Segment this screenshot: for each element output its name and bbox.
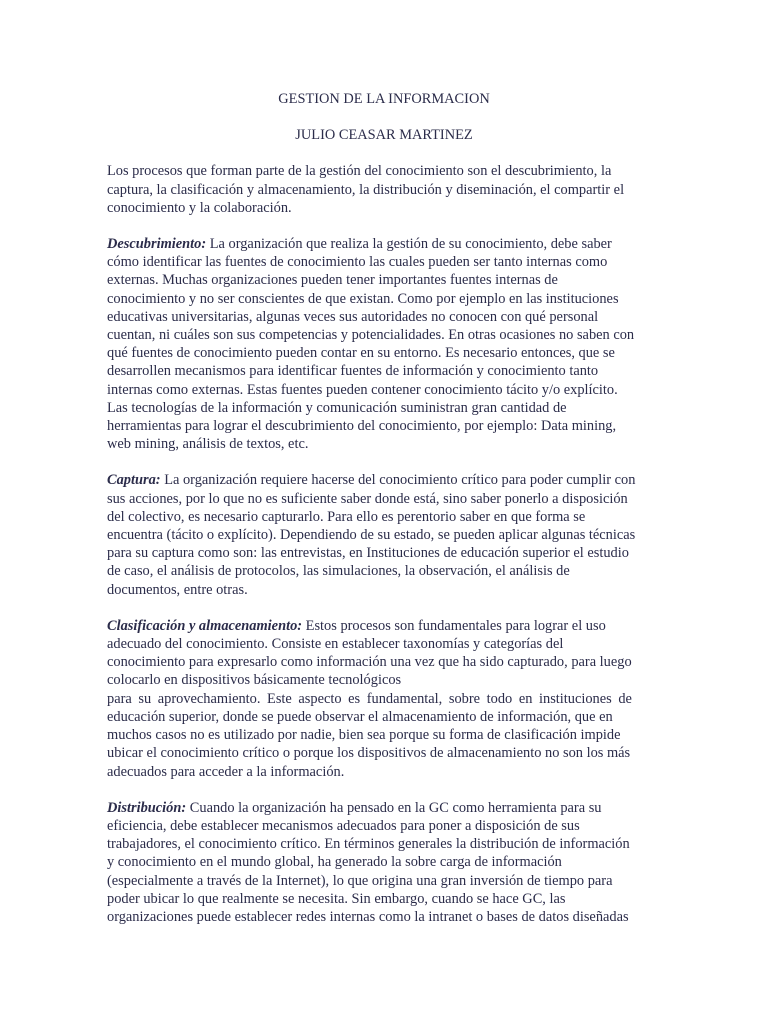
intro-paragraph — [107, 162, 667, 217]
section-line: conocimiento y no ser conscientes de que existan. Como por ejemplo en las instituciones — [107, 290, 619, 307]
section-line: y conocimiento en el mundo global, ha generado la sobre carga de información — [107, 854, 562, 871]
section-line: organizaciones puede establecer redes internas como la intranet o bases de datos diseñadas — [107, 908, 629, 925]
section-line: encuentra (tácito o explícito). Dependiendo de su estado, se pueden aplicar algunas técnicas — [107, 527, 636, 544]
section-line: de caso, el análisis de protocolos, las simulaciones, la observación, el análisis de — [107, 563, 570, 580]
section-line: adecuados para acceder a la información. — [107, 763, 345, 780]
section-first-line — [107, 799, 667, 817]
section-line: qué fuentes de conocimiento pueden contar en su entorno. Es necesario entonces, que se — [107, 345, 615, 362]
section-line: conocimiento para expresarlo como información una vez que ha sido capturado, para luego — [107, 654, 632, 671]
intro-line: conocimiento y la colaboración. — [107, 199, 292, 216]
section-text: Estos procesos son fundamentales para lograr el uso — [302, 617, 606, 634]
section-line: educación superior, donde se puede observar el almacenamiento de información, que en — [107, 708, 613, 725]
section-line: documentos, entre otras. — [107, 581, 248, 598]
section-line: web mining, análisis de textos, etc. — [107, 436, 309, 453]
intro-line: Los procesos que forman parte de la gestión del conocimiento son el descubrimiento, la — [107, 163, 612, 180]
section-line: desarrollen mecanismos para identificar fuentes de información y conocimiento tanto — [107, 363, 599, 380]
section-line: muchos casos no es utilizado por nadie, bien sea porque su forma de clasificación impide — [107, 727, 621, 744]
document-author: JULIO CEASAR MARTINEZ — [295, 127, 473, 144]
section-text: Cuando la organización ha pensado en la GC como herramienta para su — [186, 799, 602, 816]
section-line: externas. Muchas organizaciones pueden tener importantes fuentes internas de — [107, 272, 558, 289]
document-title: GESTION DE LA INFORMACION — [278, 91, 490, 107]
section-line: Las tecnologías de la información y comunicación suministran gran cantidad de — [107, 399, 567, 416]
section-descubrimiento — [107, 235, 667, 453]
section-line: internas como externas. Estas fuentes pueden contener conocimiento tácito y/o explícito. — [107, 381, 618, 398]
section-line: herramientas para lograr el descubrimiento del conocimiento, por ejemplo: Data mining, — [107, 418, 617, 435]
section-first-line — [107, 471, 667, 489]
section-heading: Clasificación y almacenamiento: — [107, 617, 303, 634]
section-line: cómo identificar las fuentes de conocimiento las cuales pueden ser tanto internas como — [107, 254, 608, 271]
section-line: para su aprovechamiento. Este aspecto es fundamental, sobre todo en instituciones de — [107, 690, 632, 707]
section-line: educativas universitarias, algunas veces sus autoridades no conocen con qué personal — [107, 308, 599, 325]
section-line: poder ubicar lo que realmente se necesita. Sin embargo, cuando se hace GC, las — [107, 890, 566, 907]
section-line: adecuado del conocimiento. Consiste en establecer taxonomías y categorías del — [107, 636, 564, 653]
section-line: del colectivo, es necesario capturarlo. Para ello es perentorio saber en que forma se — [107, 508, 586, 525]
section-heading: Descubrimiento: — [107, 236, 207, 253]
section-captura — [107, 471, 667, 598]
section-line: para su captura como son: las entrevistas, en Instituciones de educación superior el estudio — [107, 545, 629, 562]
section-heading: Captura: — [107, 472, 161, 489]
section-line: eficiencia, debe establecer mecanismos adecuados para poner a disposición de sus — [107, 817, 580, 834]
section-line: cuentan, ni cuáles son sus competencias y potencialidades. En otras ocasiones no saben con — [107, 327, 635, 344]
section-first-line — [107, 617, 667, 635]
intro-line: captura, la clasificación y almacenamiento, la distribución y diseminación, el compartir el — [107, 181, 625, 198]
section-clasificacion — [107, 617, 667, 781]
section-distribucion — [107, 799, 667, 926]
section-first-line — [107, 235, 667, 253]
section-line: colocarlo en dispositivos básicamente tecnológicos — [107, 672, 402, 689]
section-heading: Distribución: — [107, 799, 187, 816]
section-text: La organización que realiza la gestión de su conocimiento, debe saber — [206, 236, 612, 253]
section-line: trabajadores, el conocimiento crítico. En términos generales la distribución de información — [107, 836, 630, 853]
section-line: (especialmente a través de la Internet), lo que origina una gran inversión de tiempo para — [107, 872, 613, 889]
section-text: La organización requiere hacerse del conocimiento crítico para poder cumplir con — [160, 472, 636, 489]
section-line: sus acciones, por lo que no es suficiente saber donde está, sino saber ponerlo a disposición — [107, 490, 628, 507]
section-line: ubicar el conocimiento crítico o porque los dispositivos de almacenamiento no son los más — [107, 745, 631, 762]
